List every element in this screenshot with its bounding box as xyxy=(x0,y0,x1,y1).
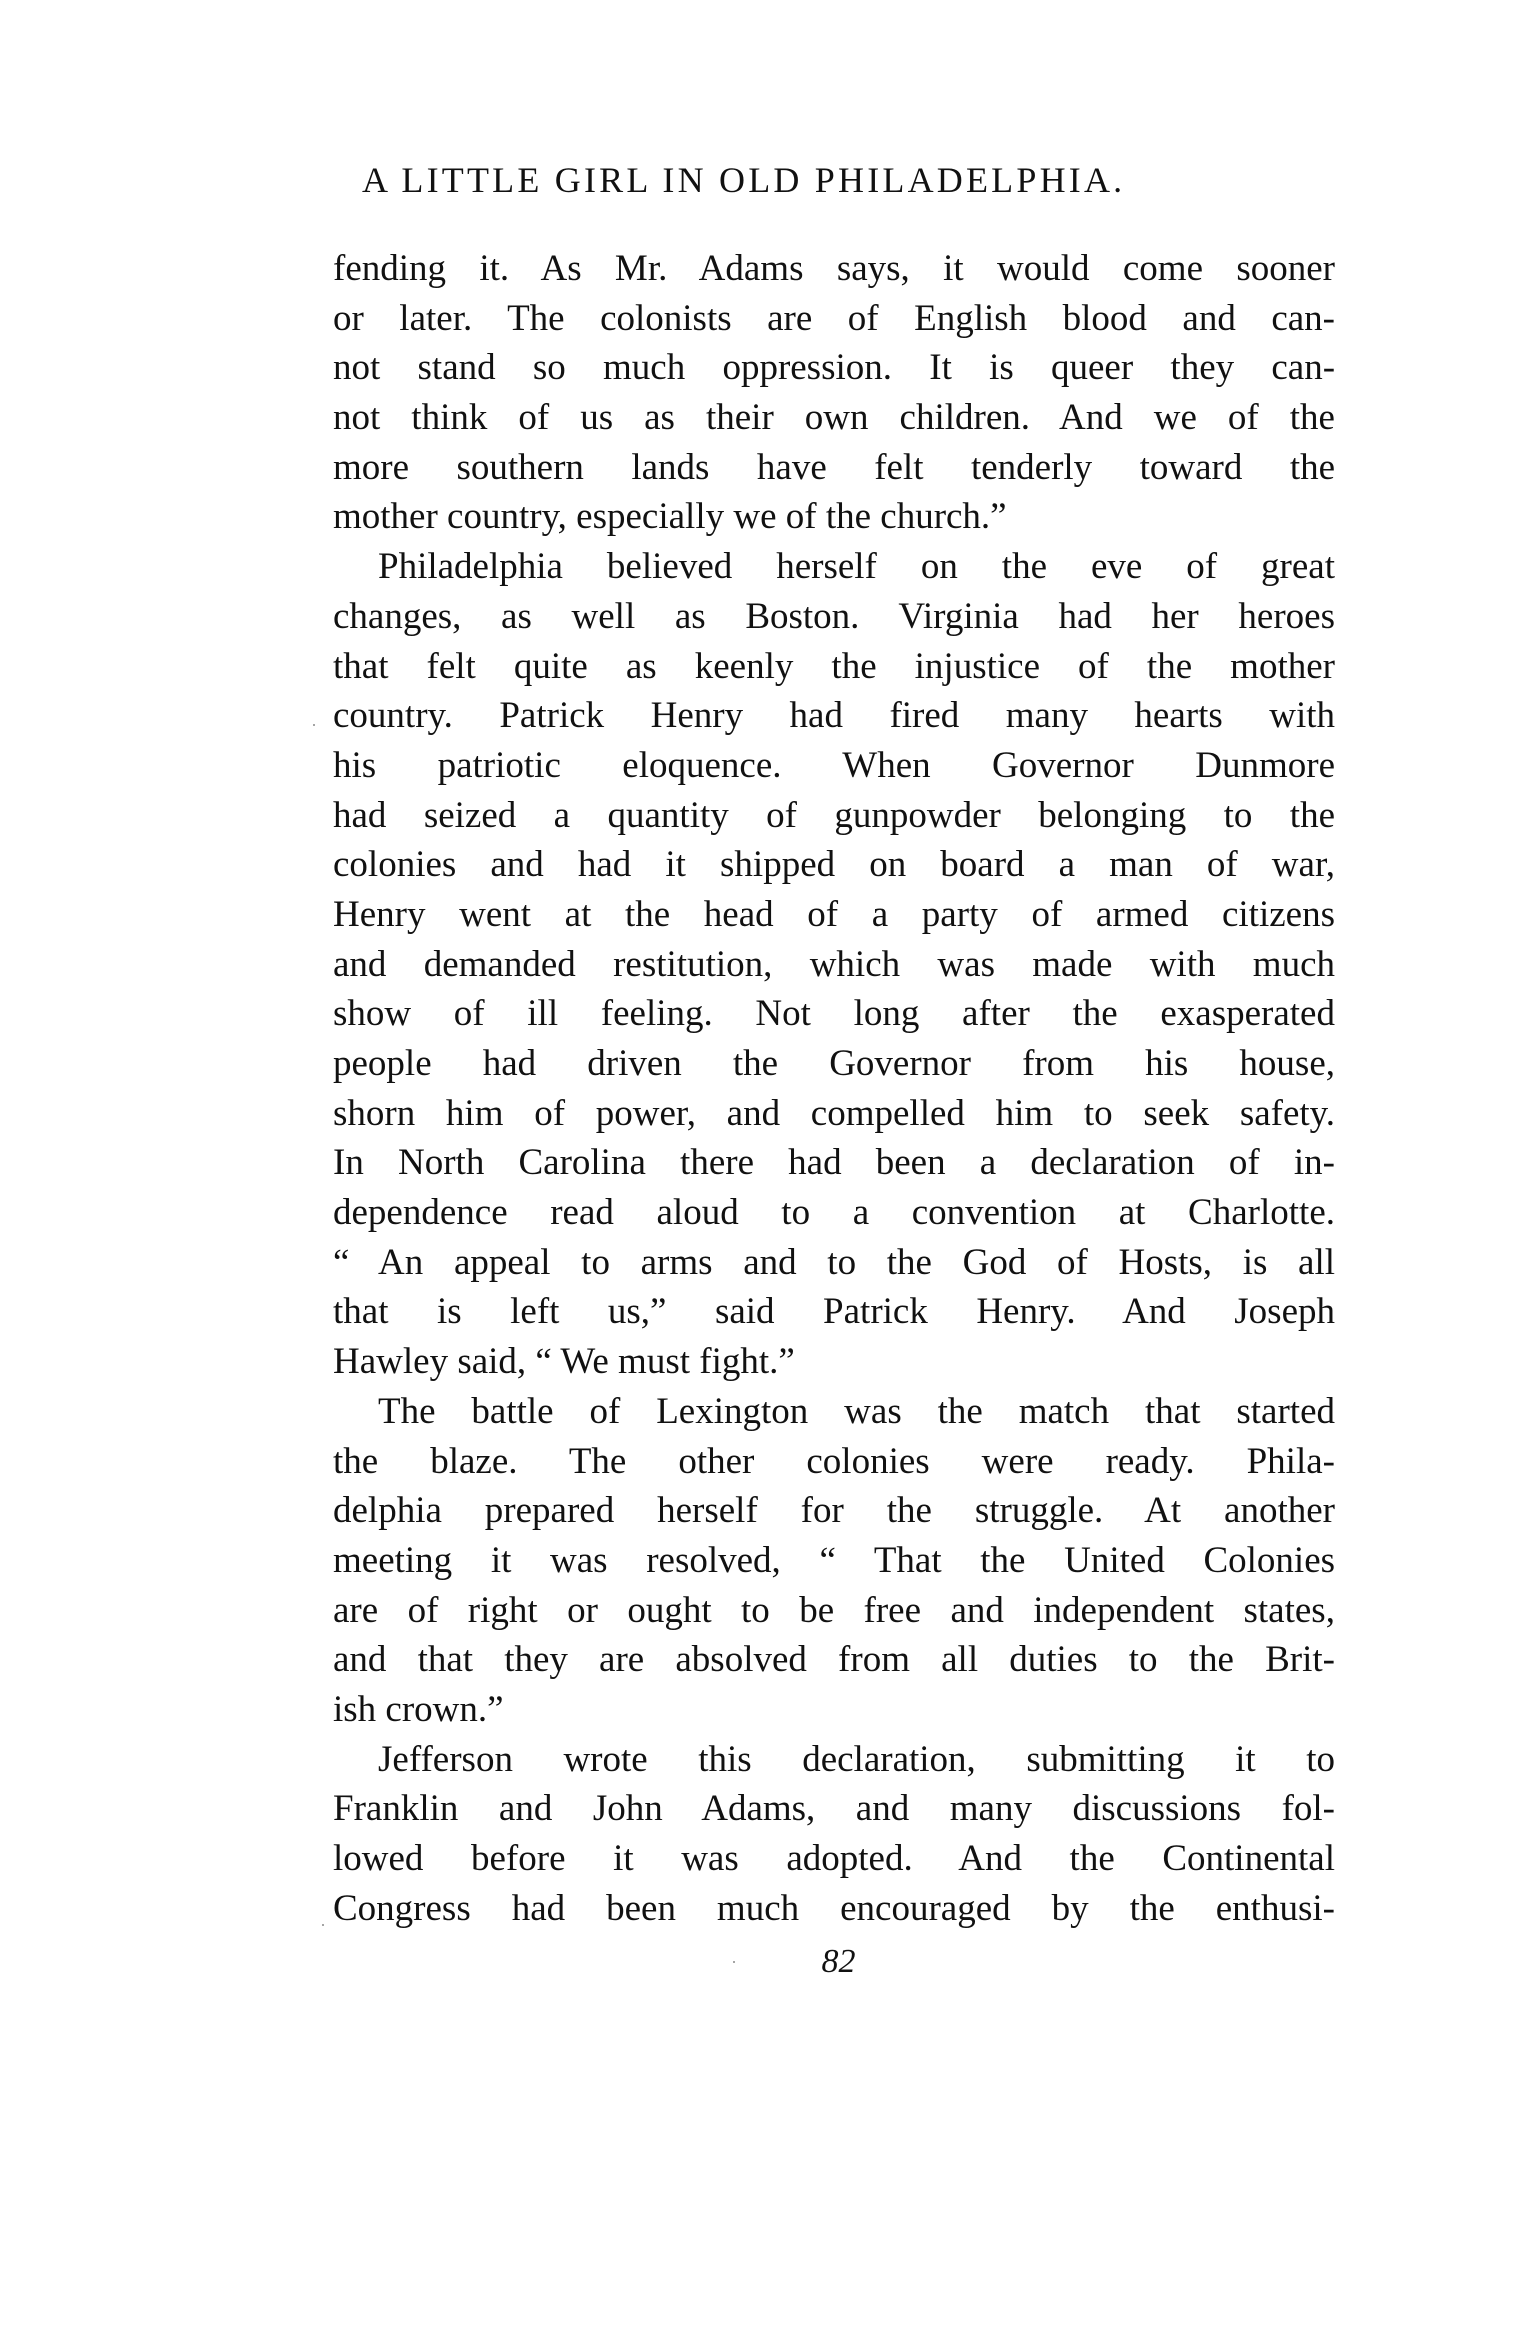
text-line: country. Patrick Henry had fired many hearts with xyxy=(333,695,1336,737)
paragraph-start-line: The battle of Lexington was the match that started xyxy=(378,1390,1335,1432)
text-line: fending it. As Mr. Adams says, it would come sooner xyxy=(333,248,1335,289)
paragraph-start-line: Philadelphia believed herself on the eve of great xyxy=(378,546,1335,588)
text-line: In North Carolina there had been a declaration of in- xyxy=(333,1142,1335,1184)
text-line: Congress had been much encouraged by the enthusi- xyxy=(333,1887,1335,1929)
text-line: more southern lands have felt tenderly toward the xyxy=(333,446,1336,488)
text-line: colonies and had it shipped on board a man of war, xyxy=(333,844,1336,886)
text-line: or later. The colonists are of English blood and can- xyxy=(333,297,1335,339)
running-head: A LITTLE GIRL IN OLD PHILADELPHIA. xyxy=(362,160,1126,200)
text-line: Hawley said, “ We must fight.” xyxy=(333,1341,795,1383)
text-line: delphia prepared herself for the struggle. At another xyxy=(333,1490,1335,1532)
text-line: meeting it was resolved, “ That the United Colonies xyxy=(333,1539,1336,1581)
text-line: had seized a quantity of gunpowder belonging to the xyxy=(333,794,1336,836)
text-line: that felt quite as keenly the injustice of the mother xyxy=(333,645,1335,687)
text-line: that is left us,” said Patrick Henry. And Joseph xyxy=(333,1291,1335,1333)
body-text xyxy=(333,244,1335,1933)
text-line: Franklin and John Adams, and many discussions fol- xyxy=(333,1788,1335,1830)
text-line: mother country, especially we of the church.” xyxy=(333,496,1007,538)
text-line: “ An appeal to arms and to the God of Hosts, is all xyxy=(333,1241,1336,1283)
text-line: his patriotic eloquence. When Governor Dunmore xyxy=(333,744,1335,786)
text-line: are of right or ought to be free and independent states, xyxy=(333,1589,1335,1631)
scan-speck xyxy=(322,1924,324,1926)
page-number: 82 xyxy=(821,1943,856,1980)
text-line: shorn him of power, and compelled him to seek safety. xyxy=(333,1092,1336,1134)
text-line: people had driven the Governor from his house, xyxy=(333,1043,1335,1084)
text-line: not stand so much oppression. It is queer they can- xyxy=(333,347,1336,389)
scan-speck xyxy=(313,724,315,726)
text-line: and demanded restitution, which was made with much xyxy=(333,943,1336,985)
text-line: ish crown.” xyxy=(333,1688,504,1730)
text-line: dependence read aloud to a convention at Charlotte. xyxy=(333,1192,1335,1234)
text-line: and that they are absolved from all duties to the Brit- xyxy=(333,1639,1335,1681)
text-line: lowed before it was adopted. And the Continental xyxy=(333,1838,1335,1879)
text-line: not think of us as their own children. And we of the xyxy=(333,397,1335,439)
paragraph-start-line: Jefferson wrote this declaration, submitting it to xyxy=(378,1738,1335,1780)
text-line: Henry went at the head of a party of armed citizens xyxy=(333,893,1335,935)
text-line: the blaze. The other colonies were ready. Phila- xyxy=(333,1440,1335,1482)
text-line: show of ill feeling. Not long after the exasperated xyxy=(333,993,1335,1035)
scan-speck xyxy=(733,1961,735,1963)
text-line: changes, as well as Boston. Virginia had her heroes xyxy=(333,595,1335,637)
